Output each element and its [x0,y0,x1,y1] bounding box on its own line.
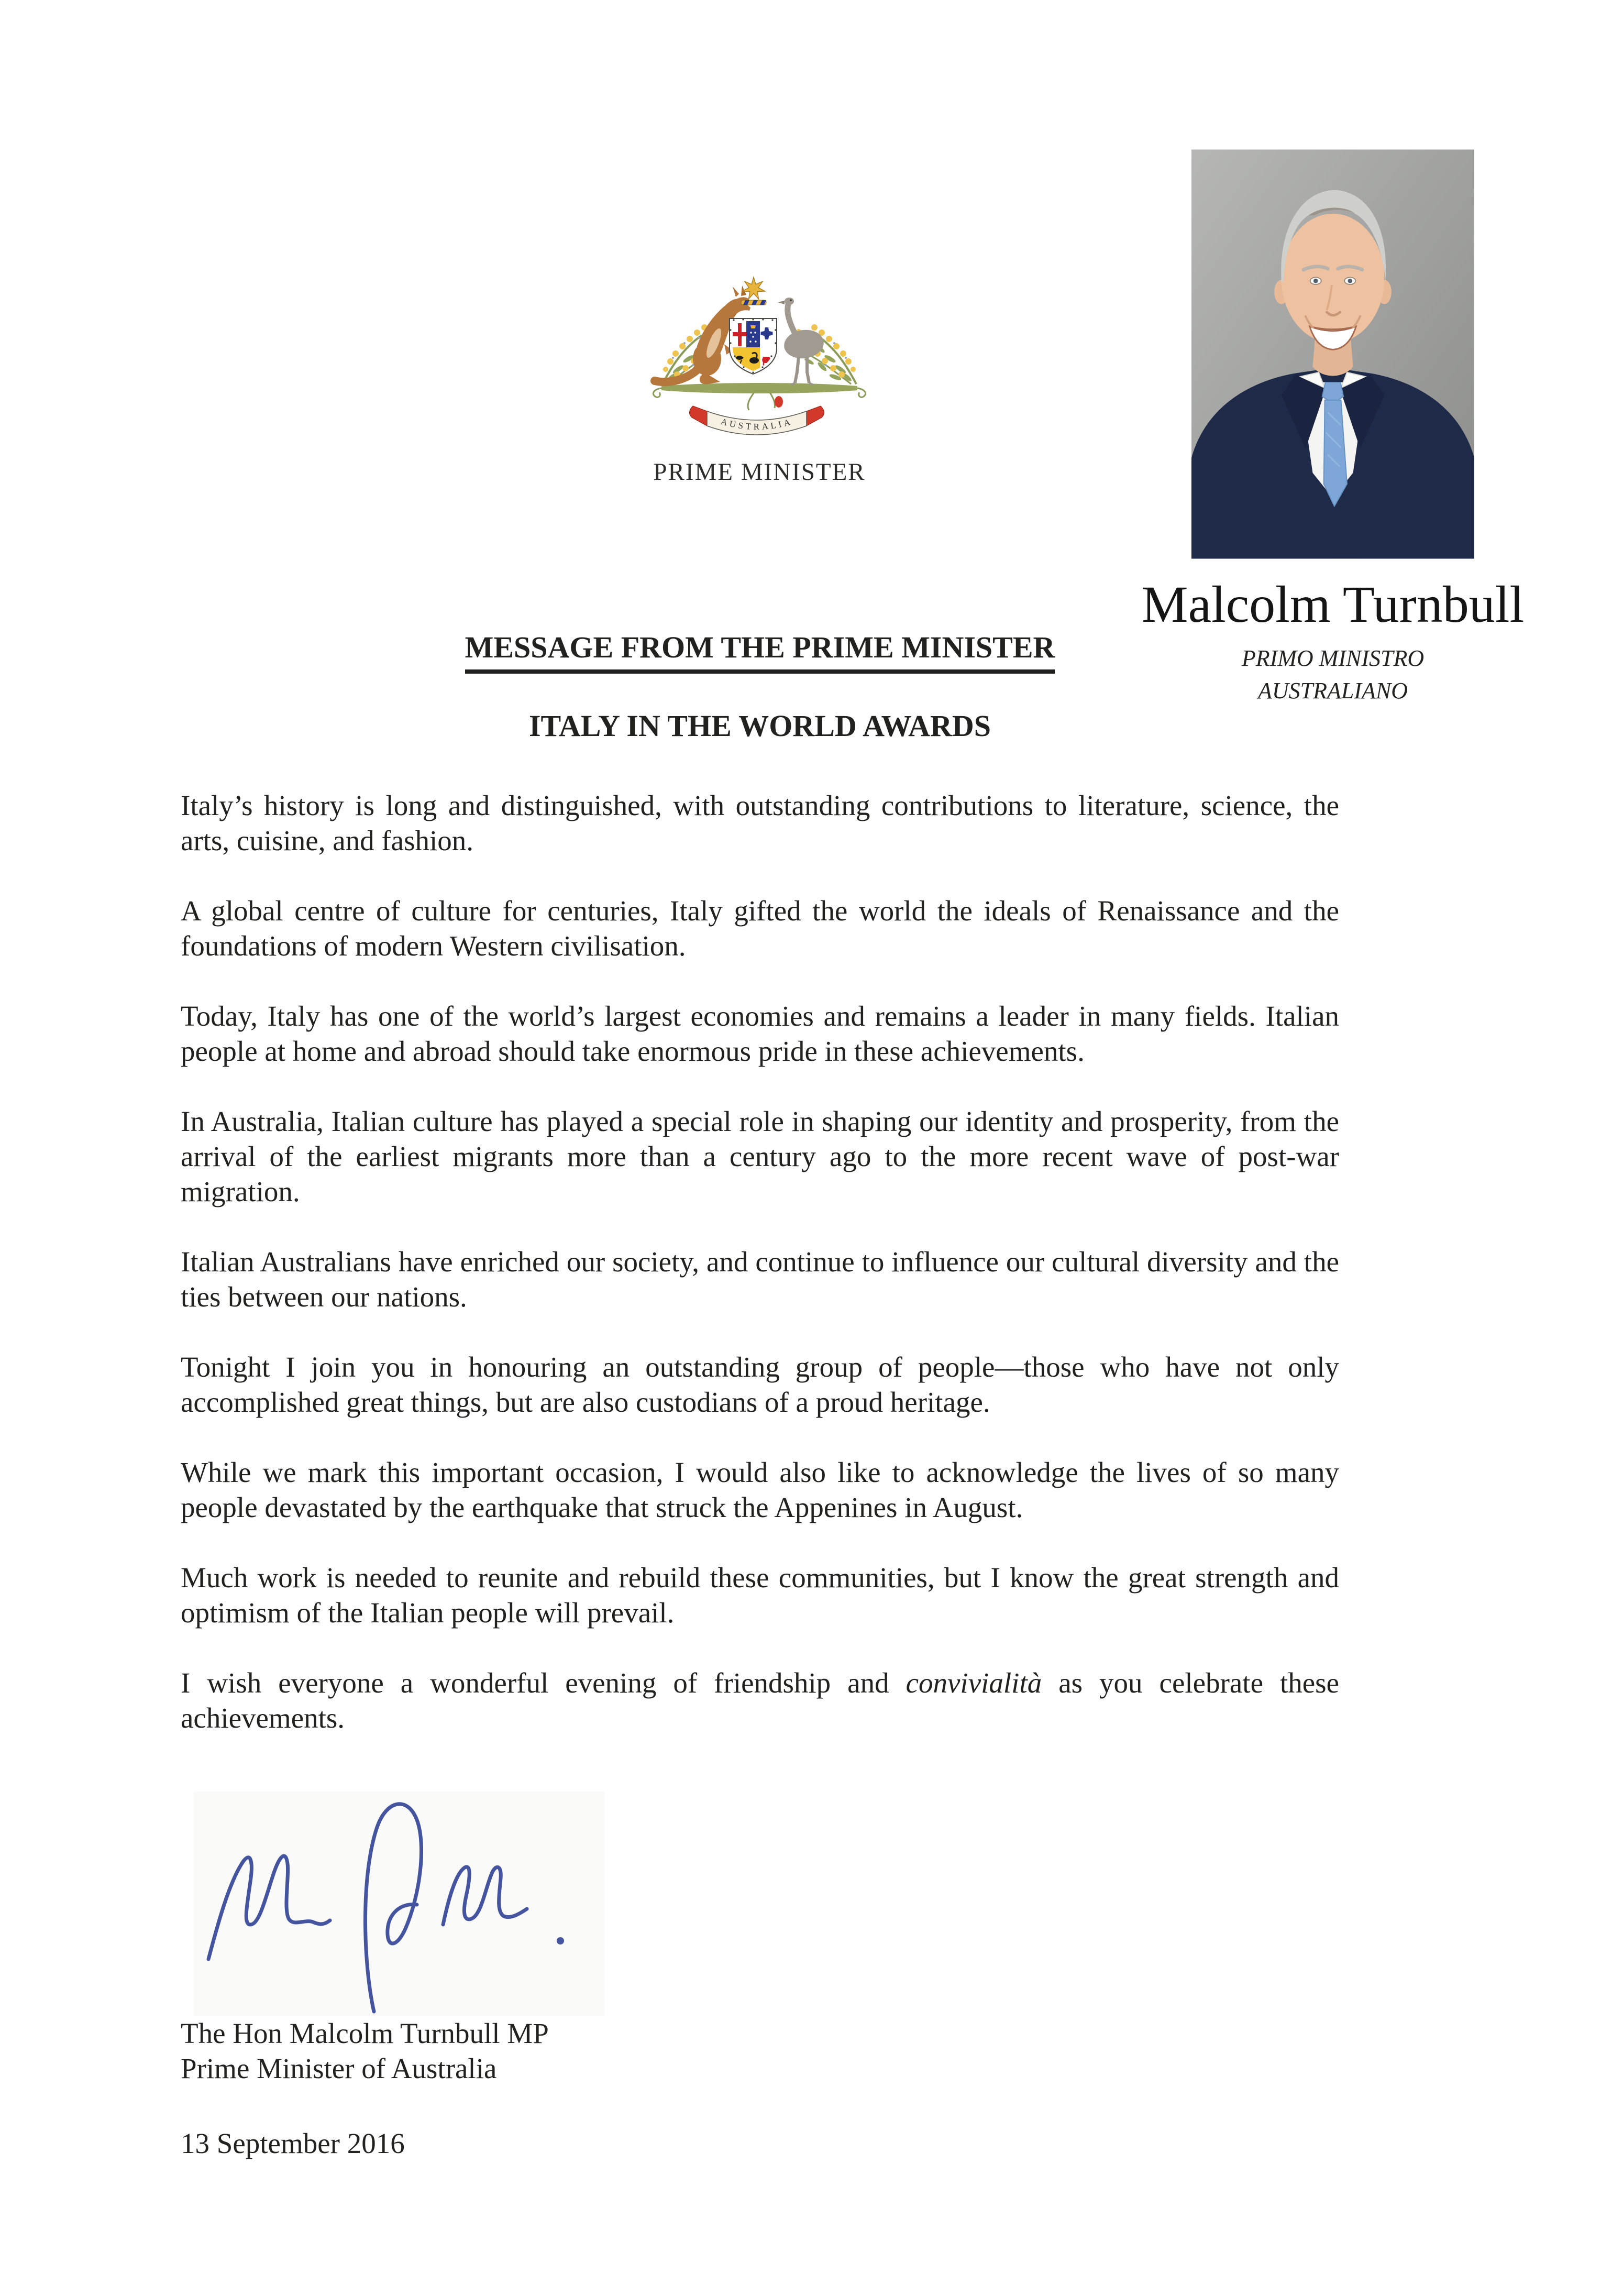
office-title: PRIME MINISTER [653,458,866,486]
paragraph-8: Much work is needed to reunite and rebuild these communities, but I know the great strength and optimism of the Italian people will prevail. [181,1562,1339,1629]
australian-coat-of-arms-icon [647,265,872,443]
signoff-name: The Hon Malcolm Turnbull MP [181,2017,549,2049]
letterhead [647,265,872,443]
paragraph-3: Today, Italy has one of the world’s largest economies and remains a leader in many fields. Italian people at home and abroad should take enormous pride in these achievements. [181,1000,1339,1067]
photo-subtitle-line1: PRIMO MINISTRO [1241,645,1425,671]
signoff-block [181,2016,549,2086]
crest-emu-icon [778,298,825,385]
paragraph-7: While we mark this important occasion, I would also like to acknowledge the lives of so many people devastated by the earthquake that struck the Appenines in August. [181,1456,1339,1523]
paragraph-2: A global centre of culture for centuries, Italy gifted the world the ideals of Renaissance and the foundations of modern Western civilisation. [181,895,1339,962]
letter-body [181,788,1339,1771]
paragraph-9-suffix: as you celebrate these achievements. [181,1667,1340,1734]
photo-subtitle-line2: AUSTRALIANO [1258,678,1408,704]
paragraph-4: In Australia, Italian culture has played a special role in shaping our identity and prosperity, from the arrival of the earliest migrants more than a century ago to the more recent wave of post-war migration. [181,1105,1339,1207]
paragraph-9-prefix: I wish everyone a wonderful evening of friendship and [181,1667,906,1699]
signature [194,1792,605,2016]
paragraph-5: Italian Australians have enriched our society, and continue to influence our cultural diversity and the ties between our nations. [181,1246,1339,1313]
paragraph-9-italic-word: convivialità [906,1667,1042,1699]
letter-title-text: MESSAGE FROM THE PRIME MINISTER [465,630,1055,674]
pm-portrait-graphic [1191,144,1474,565]
crest-star-icon [741,277,766,305]
signoff-role: Prime Minister of Australia [181,2052,497,2084]
paragraph-9 [181,1665,1339,1735]
crest-ground [653,383,865,410]
paragraph-1: Italy’s history is long and distinguished, with outstanding contributions to literature, science, the arts, cuisine, and fashion. [181,789,1339,856]
letter-title [181,630,1339,665]
paragraph-6: Tonight I join you in honouring an outstanding group of people—those who have not only accomplished great things, but are also custodians of a proud heritage. [181,1351,1339,1418]
crest-shield-icon [730,318,777,374]
signature-graphic [194,1792,605,2016]
pm-portrait-photo [1191,144,1474,565]
letter-date: 13 September 2016 [181,2127,405,2159]
crest-banner-label: AUSTRALIA [720,416,794,432]
letter-subtitle: ITALY IN THE WORLD AWARDS [528,709,991,743]
crest-banner [689,406,824,435]
photo-caption: Malcolm Turnbull [1141,575,1525,633]
